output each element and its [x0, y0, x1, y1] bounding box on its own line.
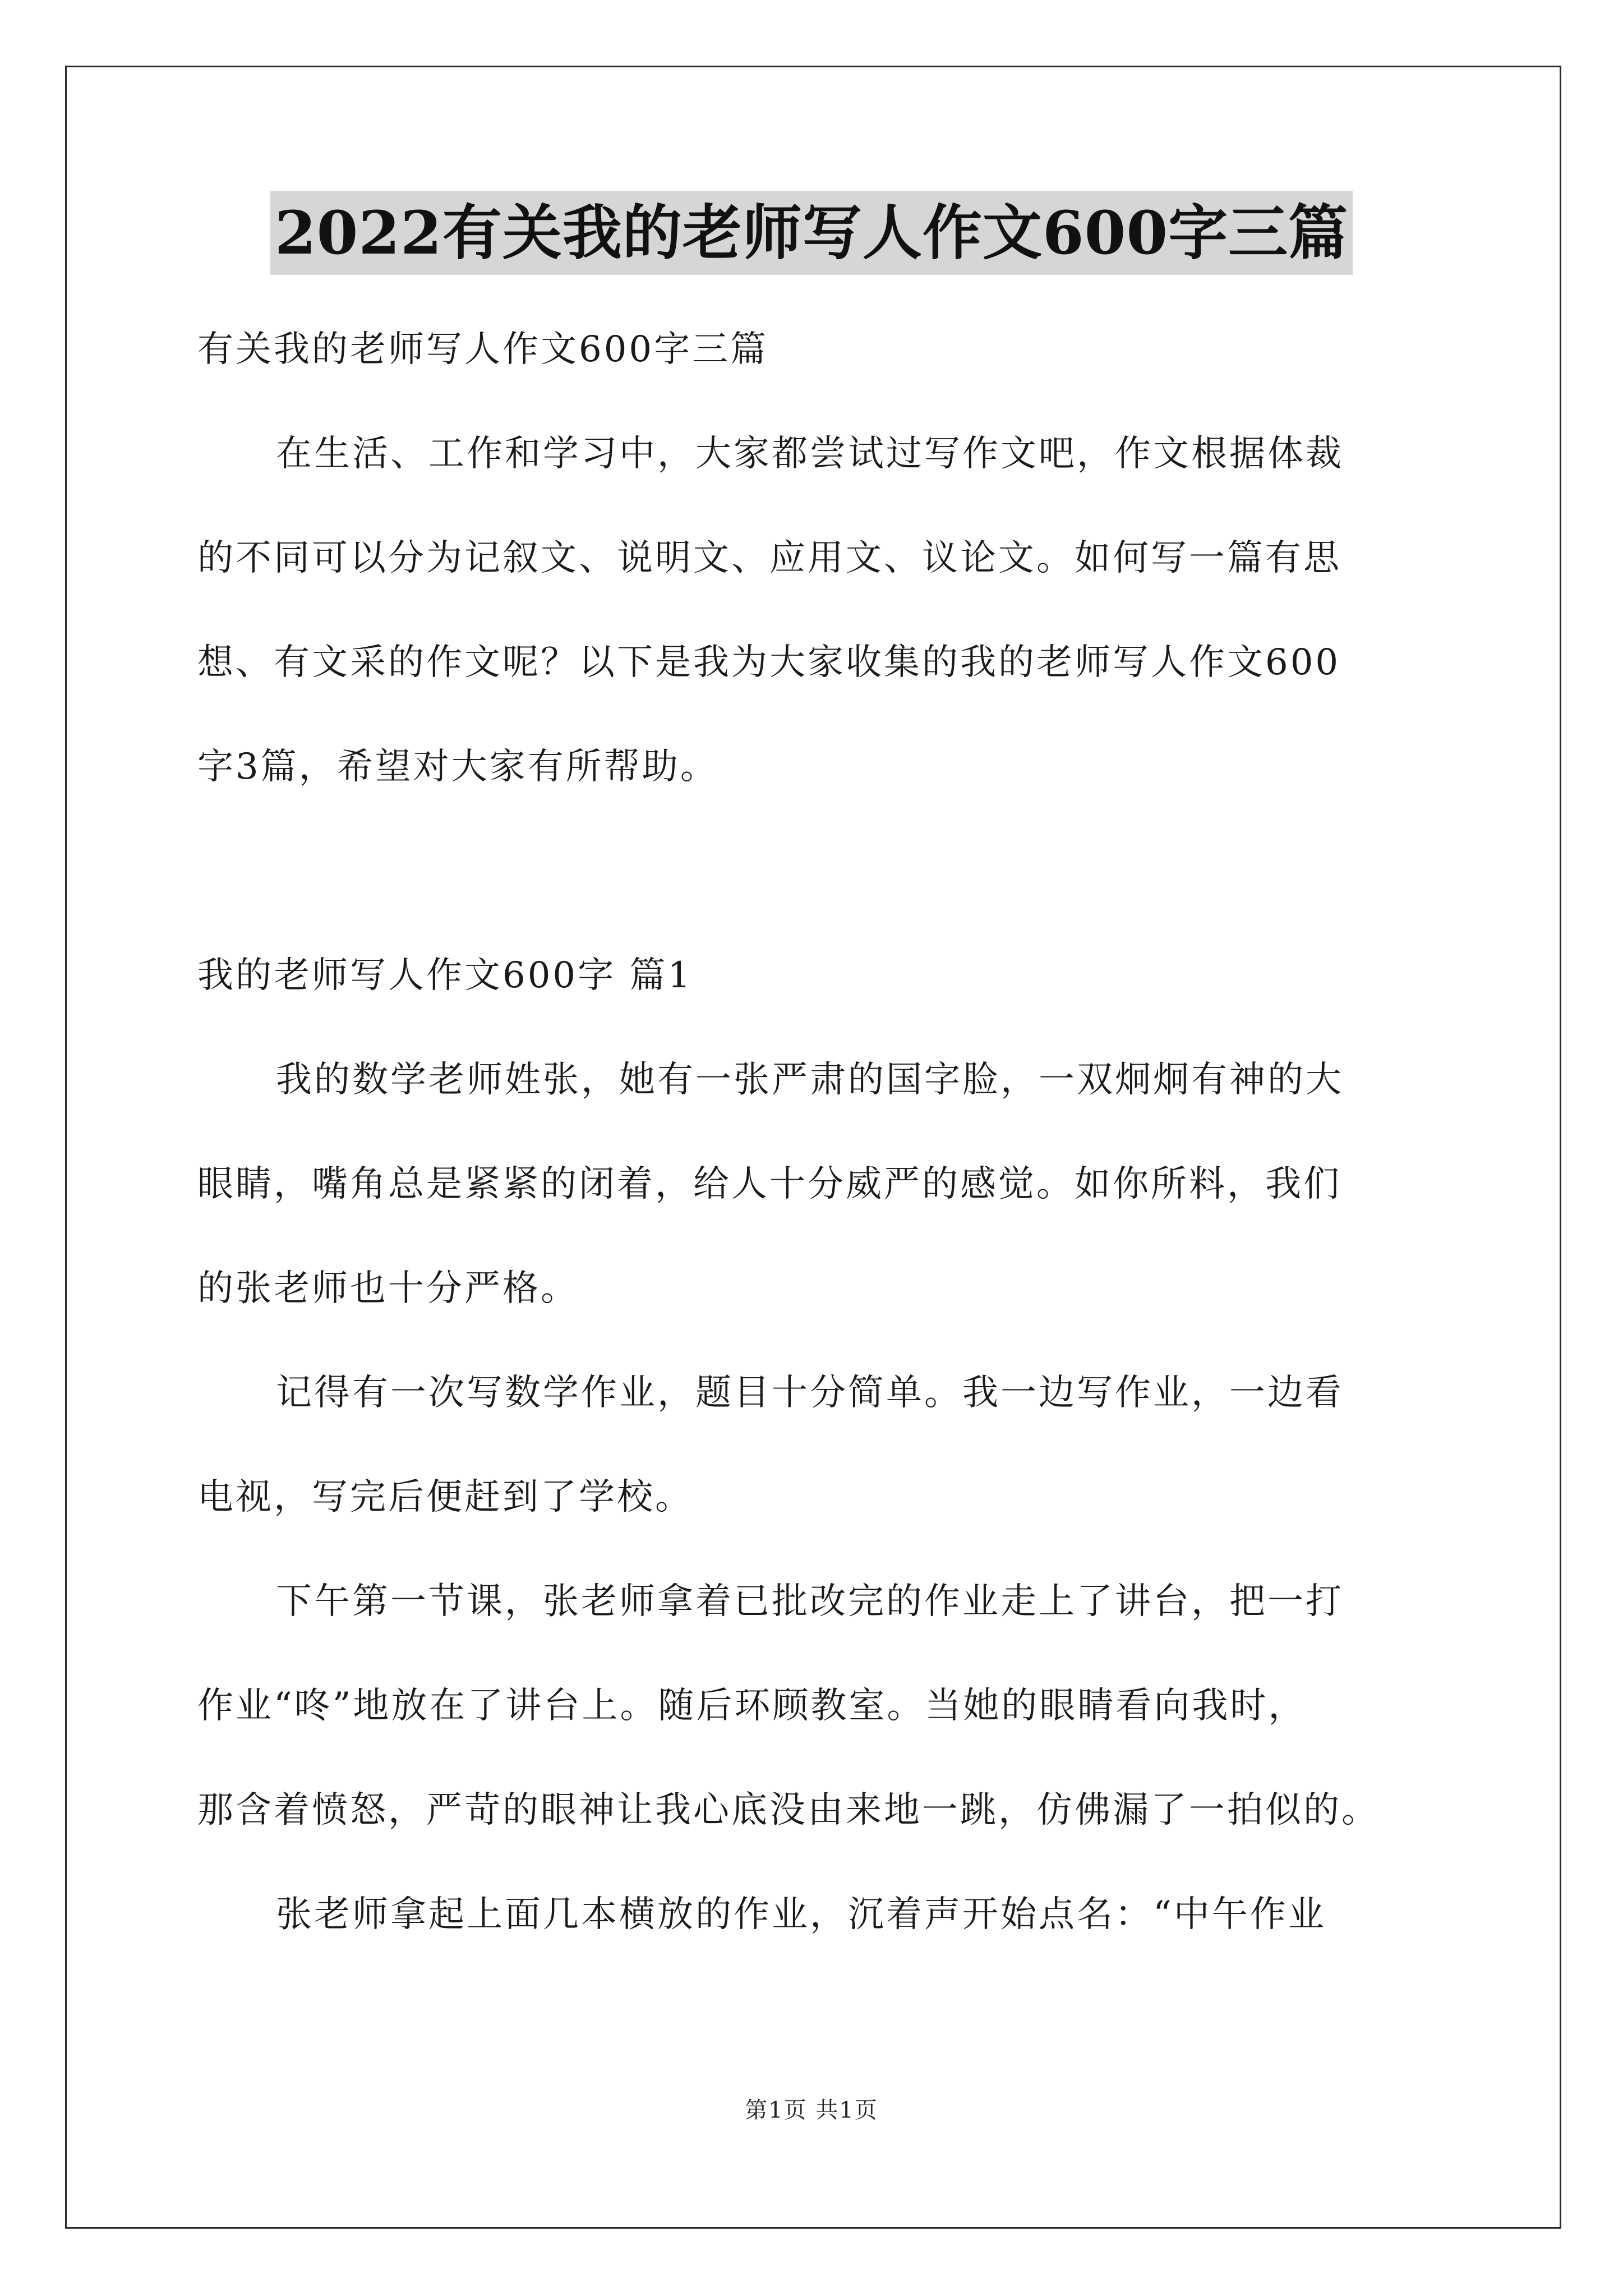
paragraph-line: 张老师拿起上面几本横放的作业，沉着声开始点名：“中午作业 [276, 1894, 1326, 1935]
section-heading: 我的老师写人作文600字 篇1 [197, 955, 693, 996]
paragraph-line: 下午第一节课，张老师拿着已批改完的作业走上了讲台，把一打 [276, 1581, 1344, 1622]
paragraph-line: 我的数学老师姓张，她有一张严肃的国字脸，一双炯炯有神的大 [276, 1059, 1344, 1101]
intro-line: 字3篇，希望对大家有所帮助。 [197, 746, 718, 788]
intro-line: 想、有文采的作文呢？以下是我为大家收集的我的老师写人作文600 [197, 642, 1341, 683]
document-body [197, 297, 1431, 1967]
paragraph-line: 记得有一次写数学作业，题目十分简单。我一边写作业，一边看 [276, 1372, 1344, 1414]
intro-line: 的不同可以分为记叙文、说明文、应用文、议论文。如何写一篇有思 [197, 537, 1341, 579]
paragraph-line: 眼睛，嘴角总是紧紧的闭着，给人十分威严的感觉。如你所料，我们 [197, 1163, 1341, 1205]
paragraph-line: 那含着愤怒，严苛的眼神让我心底没由来地一跳，仿佛漏了一拍似的。 [197, 1789, 1380, 1831]
document-title: 2022有关我的老师写人作文600字三篇 [270, 191, 1353, 275]
title-container [0, 191, 1623, 275]
subtitle: 有关我的老师写人作文600字三篇 [197, 329, 769, 370]
paragraph-line: 电视，写完后便赶到了学校。 [197, 1476, 693, 1518]
intro-line: 在生活、工作和学习中，大家都尝试过写作文吧，作文根据体裁 [276, 433, 1344, 475]
page-footer: 第1页 共1页 [745, 2097, 878, 2123]
spacer [197, 819, 1431, 923]
paragraph-line: 的张老师也十分严格。 [197, 1268, 579, 1309]
paragraph-line: 作业“咚”地放在了讲台上。随后环顾教室。当她的眼睛看向我时， [197, 1685, 1307, 1727]
